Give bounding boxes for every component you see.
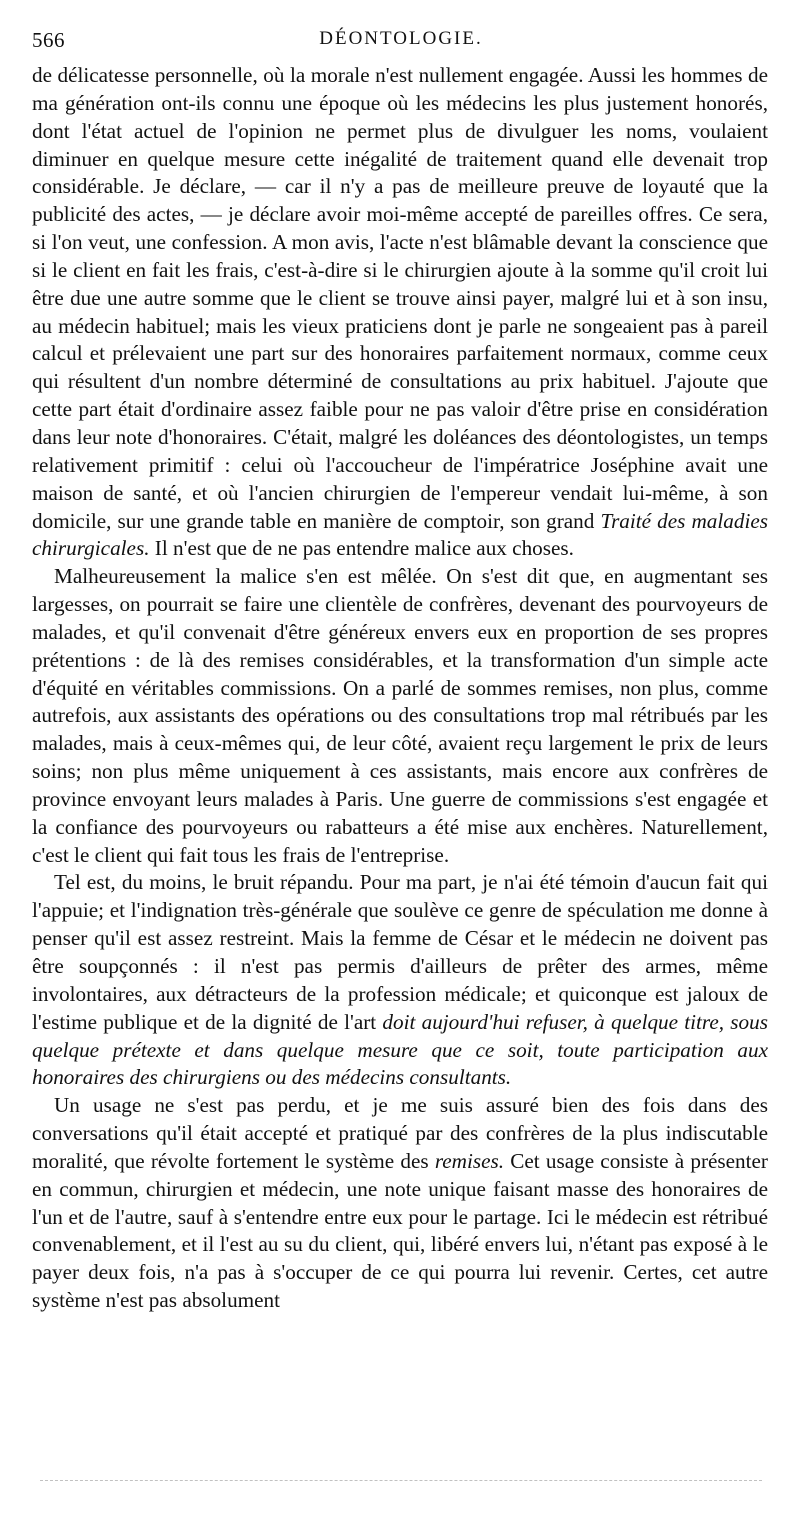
paragraph-4-emphasis: remises. xyxy=(434,1148,505,1173)
body-text xyxy=(32,62,768,1315)
paragraph-2-text-1: Malheureusement la malice s'en est mêlée. On s'est dit que, en augmentant ses largesses, on pourrait se faire une clientèle de confrères, devenant des pourvoyeurs de malades, et qu'il convenait d'être généreux envers eux en proportion de ses propres prétentions : de là des remises considérables, et la transformation d'un simple acte d'équité en véritables commissions. On a parlé de sommes remises, non plus, comme autrefois, aux assistants des opérations ou des consultations trop mal rétribués par les malades, mais à ceux-mêmes qui, de leur côté, avaient reçu largement le prix de leurs soins; non plus même uniquement à ces assistants, mais encore aux confrères de province envoyant leurs malades à Paris. Une guerre de commissions s'est engagée et la confiance des pourvoyeurs ou rabatteurs a été mise aux enchères. Naturellement, c'est le client qui fait tous les frais de l'entreprise. xyxy=(32,564,768,867)
running-title: DÉONTOLOGIE. xyxy=(319,28,483,49)
paragraph-1-text-2: Il n'est que de ne pas entendre malice aux choses. xyxy=(149,536,574,561)
paragraph-4-text-1: Un usage ne s'est pas perdu, et je me suis assuré bien des fois dans des conversations qu'il était accepté et pratiqué par des confrères de la plus indiscutable moralité, que révolte fortement le système des xyxy=(32,1093,768,1173)
paragraph-1 xyxy=(32,62,768,563)
paragraph-3-text-1: Tel est, du moins, le bruit répandu. Pour ma part, je n'ai été témoin d'aucun fait qui l'appuie; et l'indignation très-générale que soulève ce genre de spéculation me donne à penser qu'il est assez restreint. Mais la femme de César et le médecin ne doivent pas être soupçonnés : il n'est pas permis d'ailleurs de prêter des armes, même involontaires, aux détracteurs de la profession médicale; et quiconque est jaloux de l'estime publique et de la dignité de l'art xyxy=(32,870,768,1034)
paragraph-1-text-1: de délicatesse personnelle, où la morale n'est nullement engagée. Aussi les hommes de ma génération ont-ils connu une époque où les médecins les plus justement honorés, dont l'état actuel de l'opinion ne permet plus de divulguer les noms, voulaient diminuer en quelque mesure cette inégalité de traitement quand elle devenait trop considérable. Je déclare, — car il n'y a pas de meilleure preuve de loyauté que la publicité des actes, — je déclare avoir moi-même accepté de pareilles offres. Ce sera, si l'on veut, une confession. A mon avis, l'acte n'est blâmable devant la conscience que si le client en fait les frais, c'est-à-dire si le chirurgien ajoute à la somme qu'il croit lui être due une autre somme que le client se trouve ainsi payer, malgré lui et à son insu, au médecin habituel; mais les vieux praticiens dont je parle ne songeaient pas à pareil calcul et prélevaient une part sur des honoraires parfaitement normaux, comme ceux qui résultent d'un nombre déterminé de consultations au prix habituel. J'ajoute que cette part était d'ordinaire assez faible pour ne pas valoir d'être prise en considération dans leur note d'honoraires. C'était, malgré les doléances des déontologistes, un temps relativement primitif : celui où l'accoucheur de l'impératrice Joséphine avait une maison de santé, et où l'ancien chirurgien de l'empereur vendait lui-même, à son domicile, sur une grande table en manière de comptoir, son grand xyxy=(32,63,768,533)
paragraph-3 xyxy=(32,869,768,1092)
paragraph-1-book-title: Traité des maladies chirurgicales. xyxy=(32,508,768,561)
page-number: 566 xyxy=(32,28,65,52)
footer-rule xyxy=(40,1480,762,1481)
paragraph-4 xyxy=(32,1092,768,1315)
paragraph-2 xyxy=(32,563,768,869)
page-header xyxy=(32,28,770,60)
paragraph-4-text-2: Cet usage consiste à présenter en commun, chirurgien et médecin, une note unique faisant masse des honoraires de l'un et de l'autre, sauf à s'entendre entre eux pour le partage. Ici le médecin est rétribué convenablement, et il l'est au su du client, qui, libéré envers lui, n'étant pas exposé à le payer deux fois, n'a pas à s'occuper de ce qui pourra lui revenir. Certes, cet autre système n'est pas absolument xyxy=(32,1148,768,1313)
paragraph-3-emphasis: doit aujourd'hui refuser, à quelque titre, sous quelque prétexte et dans quelque mesure que ce soit, toute participation aux honoraires des chirurgiens ou des médecins consultants. xyxy=(32,1009,768,1090)
